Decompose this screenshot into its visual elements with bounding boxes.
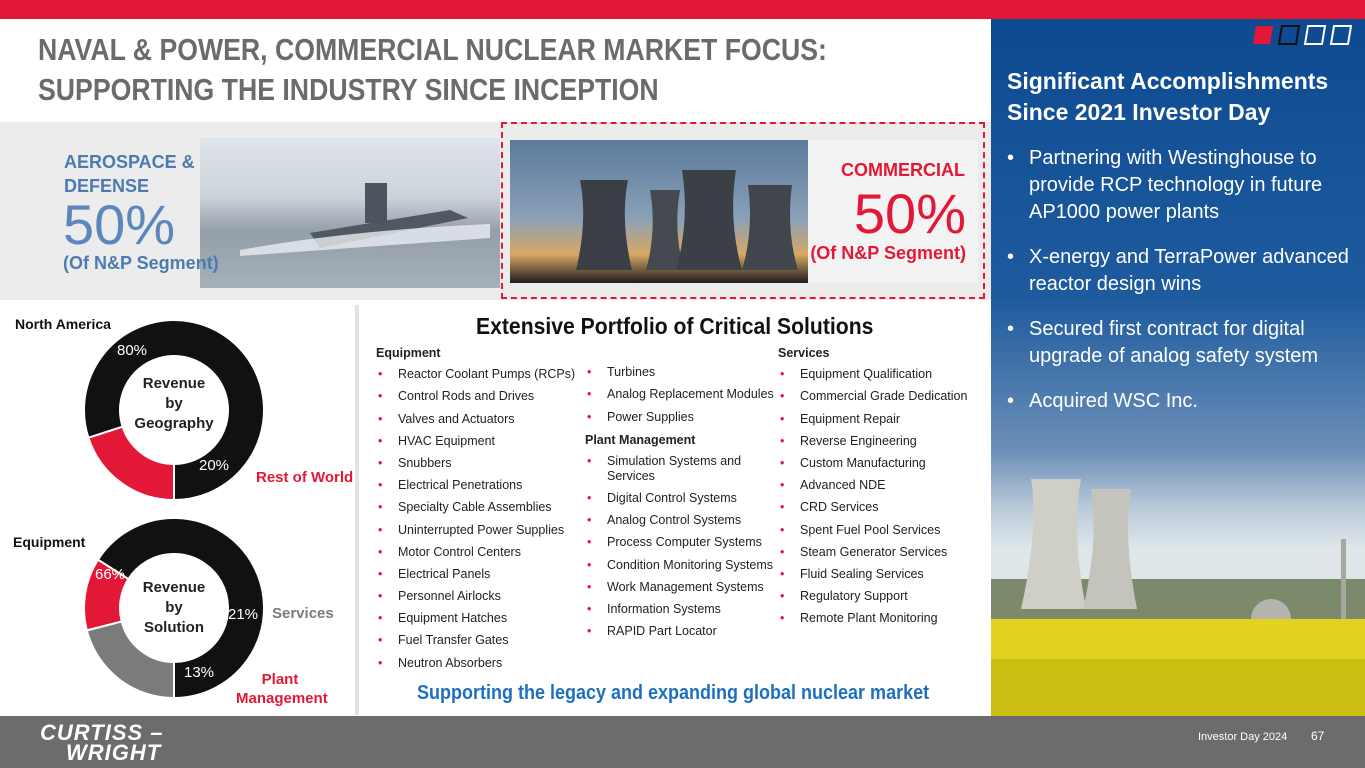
list-item: • RAPID Part Locator xyxy=(585,624,775,639)
accomplishments-list xyxy=(1007,145,1352,433)
list-item: • Information Systems xyxy=(585,602,775,617)
services-list xyxy=(778,367,978,626)
list-item: • Equipment Repair xyxy=(778,412,978,427)
list-item: • Advanced NDE xyxy=(778,478,978,493)
list-item: • Turbines xyxy=(585,365,775,380)
list-item: • Process Computer Systems xyxy=(585,535,775,550)
solution-pct-label-0: 66% xyxy=(95,566,126,583)
geography-center-label xyxy=(124,374,224,434)
cooling-towers-photo xyxy=(510,140,810,283)
list-item: • Snubbers xyxy=(376,456,581,471)
submarine-icon xyxy=(200,138,500,288)
equipment-list xyxy=(376,367,581,670)
solution-center-line2: by xyxy=(165,599,183,616)
services-heading: Services xyxy=(778,346,830,360)
top-accent-bar xyxy=(0,0,1365,19)
slide-title-line2: SUPPORTING THE INDUSTRY SINCE INCEPTION xyxy=(38,72,659,107)
list-item: • CRD Services xyxy=(778,500,978,515)
accomplishment-item: • Secured first contract for digital upgrade of analog safety system xyxy=(1007,316,1352,370)
list-item: • Fuel Transfer Gates xyxy=(376,633,581,648)
solution-plant-management-label xyxy=(236,670,328,708)
list-item: • Power Supplies xyxy=(585,410,775,425)
commercial-label: COMMERCIAL xyxy=(841,160,965,180)
list-item: • Work Management Systems xyxy=(585,580,775,595)
list-item: • Remote Plant Monitoring xyxy=(778,611,978,626)
plant-management-heading: Plant Management xyxy=(585,432,696,447)
commercial-percent: 50% xyxy=(853,182,966,245)
list-item: • Equipment Hatches xyxy=(376,611,581,626)
solution-equipment-label: Equipment xyxy=(13,534,86,550)
list-item: • Personnel Airlocks xyxy=(376,589,581,604)
slide-title xyxy=(38,30,838,110)
equipment-heading: Equipment xyxy=(376,346,441,360)
accomplishment-item: • X-energy and TerraPower advanced reactor design wins xyxy=(1007,244,1352,298)
geography-pct-label-1: 20% xyxy=(199,457,230,474)
list-item: • Electrical Panels xyxy=(376,567,581,582)
solution-pct-label-1: 21% xyxy=(228,606,259,623)
cooling-tower-icon xyxy=(510,140,810,283)
aerospace-subtitle: (Of N&P Segment) xyxy=(63,253,219,273)
list-item: • HVAC Equipment xyxy=(376,434,581,449)
accomplishments-title xyxy=(1007,66,1357,128)
list-item: • Motor Control Centers xyxy=(376,545,581,560)
list-item: • Spent Fuel Pool Services xyxy=(778,523,978,538)
solution-center-label xyxy=(124,578,224,638)
solution-services-label: Services xyxy=(272,605,334,622)
list-item: • Specialty Cable Assemblies xyxy=(376,500,581,515)
list-item: • Condition Monitoring Systems xyxy=(585,558,775,573)
equipment-column xyxy=(376,346,581,671)
accomplishments-title-line2: Since 2021 Investor Day xyxy=(1007,99,1271,125)
list-item: • Reactor Coolant Pumps (RCPs) xyxy=(376,367,581,382)
geography-rest-of-world-label: Rest of World xyxy=(256,469,354,486)
list-item: • Uninterrupted Power Supplies xyxy=(376,523,581,538)
aerospace-label-line2: DEFENSE xyxy=(64,176,150,196)
geography-north-america-label: North America xyxy=(15,316,111,332)
list-item: • Analog Replacement Modules xyxy=(585,387,775,402)
geography-center-line2: by xyxy=(165,395,183,412)
footer-event-label: Investor Day 2024 xyxy=(1198,731,1288,743)
accomplishment-item: • Acquired WSC Inc. xyxy=(1007,388,1352,415)
aerospace-label-line1: AEROSPACE & xyxy=(64,152,195,172)
plant-label-line2: Management xyxy=(236,690,328,707)
list-item: • Commercial Grade Dedication xyxy=(778,389,978,404)
aerospace-defense-label xyxy=(64,150,195,198)
list-item: • Valves and Actuators xyxy=(376,412,581,427)
solution-center-line3: Solution xyxy=(144,619,204,636)
page-number: 67 xyxy=(1311,729,1325,743)
equipment-continued-column xyxy=(585,358,775,639)
list-item: • Digital Control Systems xyxy=(585,491,775,506)
solution-pct-label-2: 13% xyxy=(184,664,215,681)
list-item: • Neutron Absorbers xyxy=(376,656,581,671)
accomplishments-panel xyxy=(991,19,1365,716)
list-item: • Fluid Sealing Services xyxy=(778,567,978,582)
geography-center-line3: Geography xyxy=(134,415,214,432)
list-item: • Reverse Engineering xyxy=(778,434,978,449)
aerospace-percent: 50% xyxy=(63,193,176,256)
footer-bar xyxy=(0,716,1365,768)
list-item: • Steam Generator Services xyxy=(778,545,978,560)
brand-logo-line2: WRIGHT xyxy=(66,740,162,765)
list-item: • Regulatory Support xyxy=(778,589,978,604)
list-item: • Analog Control Systems xyxy=(585,513,775,528)
list-item: • Electrical Penetrations xyxy=(376,478,581,493)
list-item: • Simulation Systems and Services xyxy=(585,454,775,484)
plant-management-list xyxy=(585,454,775,639)
equipment-continued-list xyxy=(585,365,775,424)
power-plant-photo xyxy=(991,459,1365,716)
list-item: • Custom Manufacturing xyxy=(778,456,978,471)
brand-logo-line1: CURTISS – xyxy=(40,720,164,745)
accomplishment-item: • Partnering with Westinghouse to provide RCP technology in future AP1000 power plants xyxy=(1007,145,1352,226)
solution-center-line1: Revenue xyxy=(142,579,206,596)
services-column xyxy=(778,346,978,626)
geography-center-line1: Revenue xyxy=(142,375,206,392)
portfolio-title: Extensive Portfolio of Critical Solutions xyxy=(476,313,874,339)
submarine-photo xyxy=(200,138,500,288)
plant-label-line1: Plant xyxy=(261,671,299,688)
slide-title-line1: NAVAL & POWER, COMMERCIAL NUCLEAR MARKET FOCUS: xyxy=(38,32,827,67)
geography-pct-label-0: 80% xyxy=(117,342,148,359)
brand-squares-icon xyxy=(1253,25,1353,45)
section-divider xyxy=(355,305,359,715)
commercial-subtitle: (Of N&P Segment) xyxy=(810,243,966,263)
list-item: • Equipment Qualification xyxy=(778,367,978,382)
portfolio-tagline: Supporting the legacy and expanding global nuclear market xyxy=(417,682,930,704)
accomplishments-title-line1: Significant Accomplishments xyxy=(1007,68,1329,94)
list-item: • Control Rods and Drives xyxy=(376,389,581,404)
